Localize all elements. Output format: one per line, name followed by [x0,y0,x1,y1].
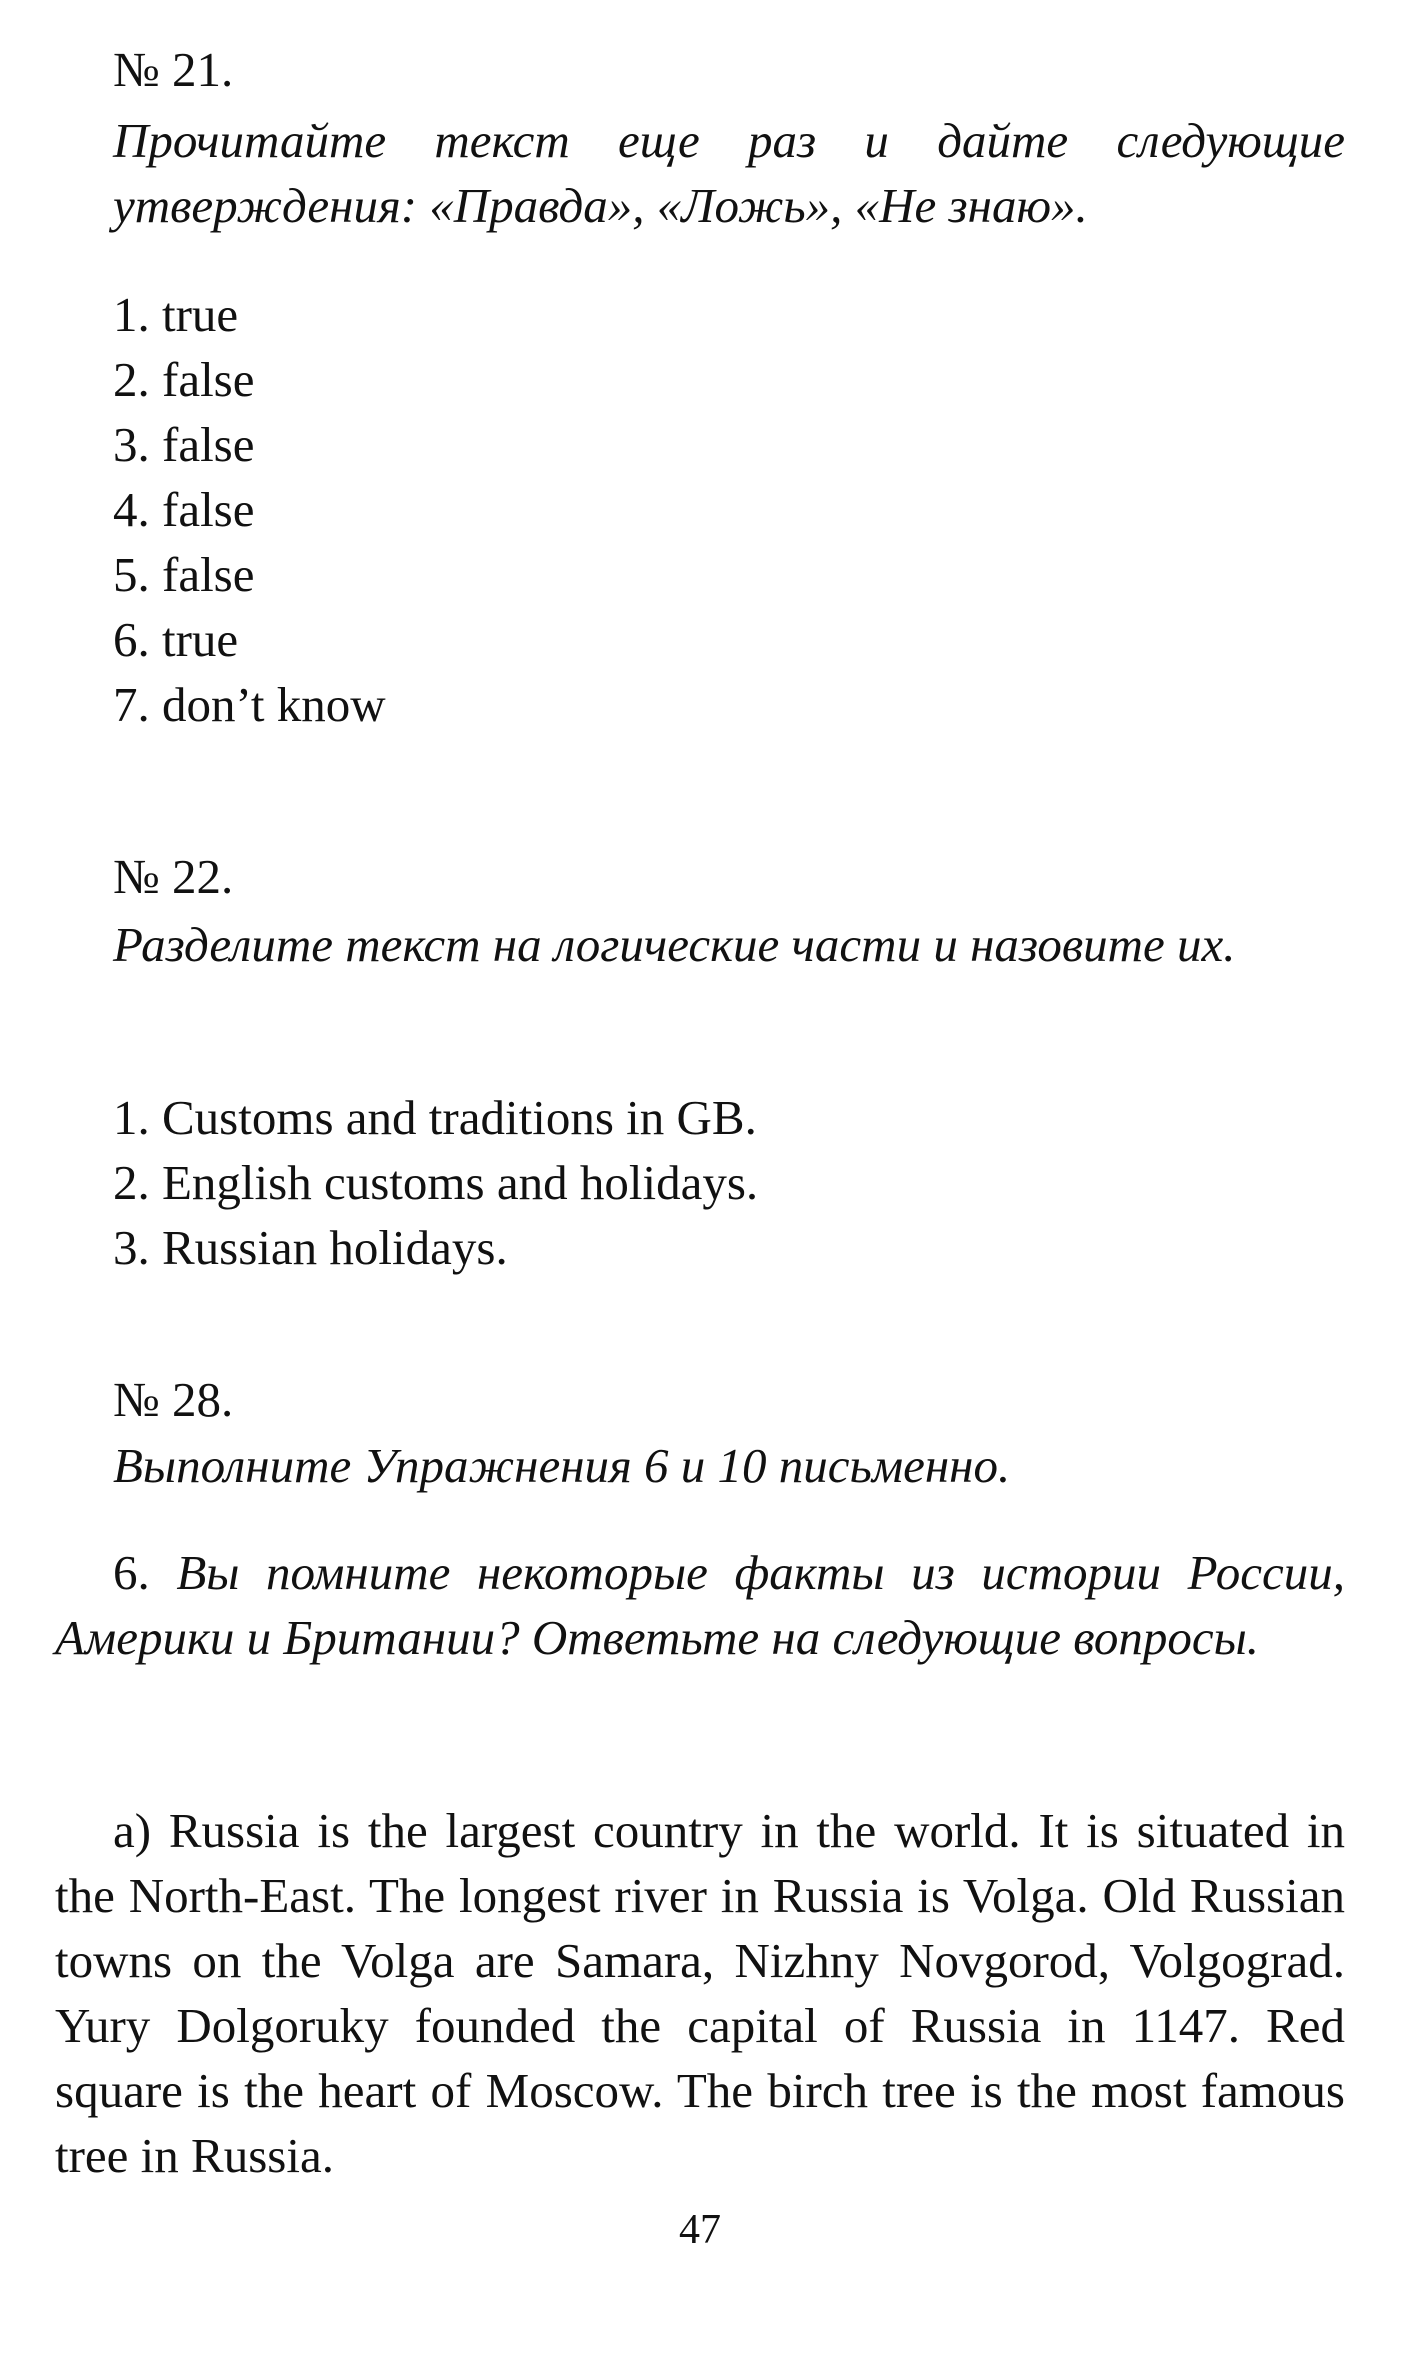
list-item: 4. false [113,482,255,537]
list-item: 2. English customs and holidays. [113,1155,759,1210]
list-item: 3. false [113,417,255,472]
exercise-21-instruction [113,108,1345,238]
exercise-22-number: № 22. [113,849,234,904]
list-item: 1. Customs and traditions in GB. [113,1090,757,1145]
exercise-6-instruction-text: Вы помните некоторые факты из истории России, Америки и Британии? Ответьте на следующие вопросы. [55,1545,1345,1665]
exercise-6-instruction [55,1540,1345,1670]
exercise-21-number: № 21. [113,42,234,97]
textbook-page [55,0,1345,2362]
list-item: 2. false [113,352,255,407]
exercise-21-answer-list [113,282,386,737]
list-item: 6. true [113,612,239,667]
exercise-28-instruction: Выполните Упражнения 6 и 10 письменно. [113,1438,1011,1493]
list-item: 5. false [113,547,255,602]
exercise-28-number: № 28. [113,1372,234,1427]
exercise-6-number: 6. [113,1545,150,1600]
list-item: 7. don’t know [113,677,386,732]
exercise-6-answer-a: a) Russia is the largest country in the world. It is situated in the North-East. The longest river in Russia is Volga. Old Russian towns on the Volga are Samara, Nizhny Novgorod, Volgograd. Yury Dolgoruky founded the capital of Russia in 1147. Red square is the heart of Moscow. The birch tree is the most famous tree in Russia. [55,1803,1345,2183]
exercise-22-instruction [55,912,1345,977]
list-item: 3. Russian holidays. [113,1220,508,1275]
exercise-22-instruction-text: Разделите текст на логические части и назовите их. [113,917,1236,972]
list-item: 1. true [113,287,239,342]
page-number: 47 [679,2207,721,2253]
exercise-21-instruction-text: Прочитайте текст еще раз и дайте следующие утверждения: «Правда», «Ложь», «Не знаю». [113,113,1345,233]
exercise-22-answer-list [113,1085,758,1280]
